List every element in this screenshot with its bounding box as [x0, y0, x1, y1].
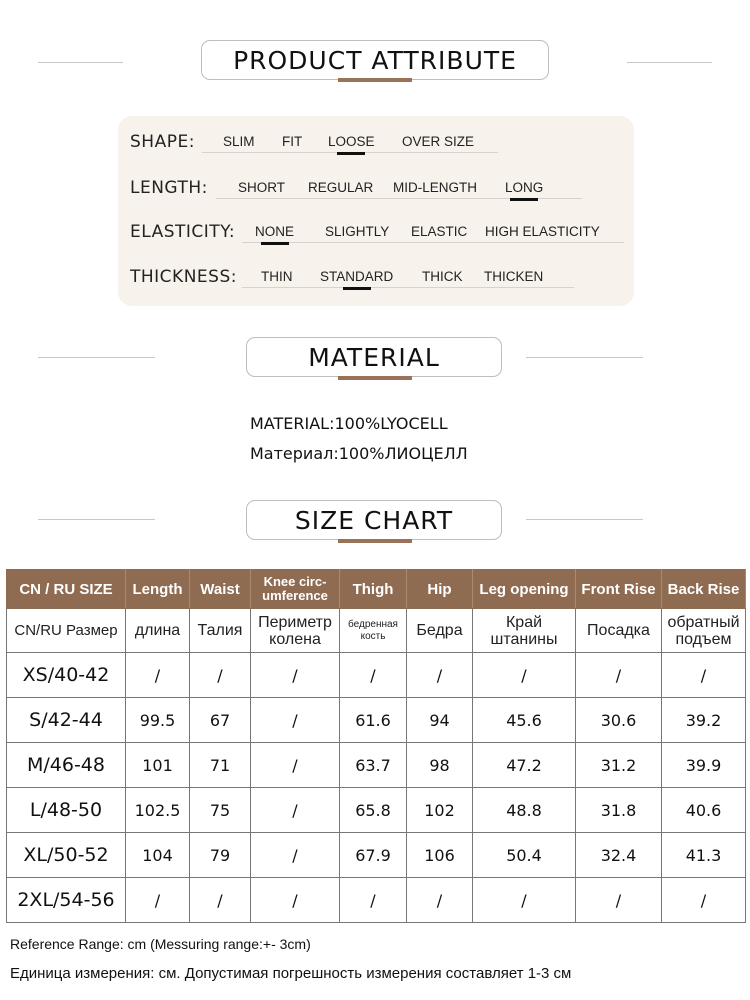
attr-option: THIN: [261, 269, 293, 284]
attr-row-length: [118, 176, 634, 206]
cell: 31.8: [576, 788, 662, 833]
reference-range-note: Reference Range: cm (Messuring range:+- 3cm): [10, 936, 311, 952]
attr-option: THICK: [422, 269, 463, 284]
cell: 41.3: [662, 833, 746, 878]
section-title: SIZE CHART: [246, 500, 502, 540]
cell: 63.7: [340, 743, 407, 788]
cell: /: [190, 878, 251, 923]
section-title: MATERIAL: [246, 337, 502, 377]
attr-option: THICKEN: [484, 269, 544, 284]
col-header: Knee circ- umference: [251, 570, 340, 609]
attr-option: ELASTIC: [411, 224, 468, 239]
cell: 98: [407, 743, 473, 788]
cell: /: [190, 653, 251, 698]
cell: 102: [407, 788, 473, 833]
attr-option: SLIM: [223, 134, 255, 149]
cell: /: [251, 878, 340, 923]
cell: /: [251, 653, 340, 698]
section-title: PRODUCT ATTRIBUTE: [201, 40, 549, 80]
col-header: Front Rise: [576, 570, 662, 609]
col-header-ru: бедренная кость: [340, 609, 407, 653]
attr-row-shape: [118, 130, 634, 160]
cell: /: [126, 653, 190, 698]
col-header: Leg opening: [473, 570, 576, 609]
size-cell: 2XL/54-56: [7, 878, 126, 923]
col-header-ru: Периметр колена: [251, 609, 340, 653]
attr-label: LENGTH:: [130, 178, 208, 198]
cell: /: [340, 878, 407, 923]
cell: /: [473, 878, 576, 923]
cell: 94: [407, 698, 473, 743]
cell: 30.6: [576, 698, 662, 743]
col-header: Back Rise: [662, 570, 746, 609]
cell: 45.6: [473, 698, 576, 743]
col-header-ru: обратный подъем: [662, 609, 746, 653]
cell: /: [251, 788, 340, 833]
table-row: [7, 698, 746, 743]
col-header: Hip: [407, 570, 473, 609]
table-row: [7, 878, 746, 923]
cell: /: [251, 698, 340, 743]
cell: 47.2: [473, 743, 576, 788]
cell: /: [251, 743, 340, 788]
table-row: [7, 833, 746, 878]
cell: /: [662, 653, 746, 698]
header-row-ru: [7, 609, 746, 653]
divider-right: [526, 357, 643, 358]
product-attribute-heading: [0, 40, 750, 84]
cell: 50.4: [473, 833, 576, 878]
cell: /: [407, 878, 473, 923]
cell: 67: [190, 698, 251, 743]
attr-option: FIT: [282, 134, 303, 149]
size-cell: XS/40-42: [7, 653, 126, 698]
reference-range-note-ru: Единица измерения: см. Допустимая погрешность измерения составляет 1-3 см: [10, 965, 572, 982]
attr-option: OVER SIZE: [402, 134, 475, 149]
cell: 40.6: [662, 788, 746, 833]
attribute-panel: [118, 116, 634, 306]
col-header: Waist: [190, 570, 251, 609]
cell: /: [126, 878, 190, 923]
col-header-ru: длина: [126, 609, 190, 653]
cell: /: [576, 878, 662, 923]
attr-option: MID-LENGTH: [393, 180, 477, 195]
attr-option-selected: LOOSE: [328, 134, 375, 149]
cell: 104: [126, 833, 190, 878]
attr-row-elasticity: [118, 220, 634, 250]
table-row: [7, 653, 746, 698]
cell: 32.4: [576, 833, 662, 878]
header-row-en: [7, 570, 746, 609]
col-header: CN / RU SIZE: [7, 570, 126, 609]
cell: 102.5: [126, 788, 190, 833]
col-header-ru: Талия: [190, 609, 251, 653]
attr-rule: [242, 242, 624, 243]
cell: 48.8: [473, 788, 576, 833]
attr-option: HIGH ELASTICITY: [485, 224, 600, 239]
table-row: [7, 788, 746, 833]
divider-left: [38, 357, 155, 358]
size-cell: M/46-48: [7, 743, 126, 788]
cell: /: [340, 653, 407, 698]
attr-option-selected: NONE: [255, 224, 295, 239]
table-row: [7, 743, 746, 788]
col-header-ru: CN/RU Размер: [7, 609, 126, 653]
cell: /: [576, 653, 662, 698]
cell: 101: [126, 743, 190, 788]
attr-row-thickness: [118, 265, 634, 295]
cell: 75: [190, 788, 251, 833]
attr-option-selected: LONG: [505, 180, 544, 195]
cell: /: [473, 653, 576, 698]
attr-option-selected: STANDARD: [320, 269, 394, 284]
attr-label: ELASTICITY:: [130, 222, 236, 242]
attr-rule: [242, 287, 574, 288]
material-heading: [0, 337, 750, 381]
cell: 61.6: [340, 698, 407, 743]
cell: 67.9: [340, 833, 407, 878]
size-cell: XL/50-52: [7, 833, 126, 878]
cell: 39.2: [662, 698, 746, 743]
col-header: Thigh: [340, 570, 407, 609]
divider-left: [38, 62, 123, 63]
attr-label: SHAPE:: [130, 132, 195, 152]
col-header: Length: [126, 570, 190, 609]
cell: 99.5: [126, 698, 190, 743]
col-header-ru: Посадка: [576, 609, 662, 653]
material-ru: Материал:100%ЛИОЦЕЛЛ: [250, 444, 468, 463]
cell: 65.8: [340, 788, 407, 833]
cell: 71: [190, 743, 251, 788]
col-header-ru: Край штанины: [473, 609, 576, 653]
divider-right: [526, 519, 643, 520]
divider-left: [38, 519, 155, 520]
attr-option: SLIGHTLY: [325, 224, 390, 239]
size-cell: L/48-50: [7, 788, 126, 833]
attr-option: SHORT: [238, 180, 286, 195]
title-accent-bar: [338, 78, 412, 82]
cell: 31.2: [576, 743, 662, 788]
cell: 79: [190, 833, 251, 878]
title-accent-bar: [338, 539, 412, 543]
cell: /: [251, 833, 340, 878]
attr-label: THICKNESS:: [130, 267, 237, 287]
divider-right: [627, 62, 712, 63]
title-accent-bar: [338, 376, 412, 380]
size-chart-heading: [0, 500, 750, 544]
cell: 39.9: [662, 743, 746, 788]
cell: 106: [407, 833, 473, 878]
size-chart-table: [6, 569, 746, 923]
attr-option: REGULAR: [308, 180, 374, 195]
cell: /: [662, 878, 746, 923]
material-en: MATERIAL:100%LYOCELL: [250, 414, 448, 433]
cell: /: [407, 653, 473, 698]
col-header-ru: Бедра: [407, 609, 473, 653]
size-cell: S/42-44: [7, 698, 126, 743]
